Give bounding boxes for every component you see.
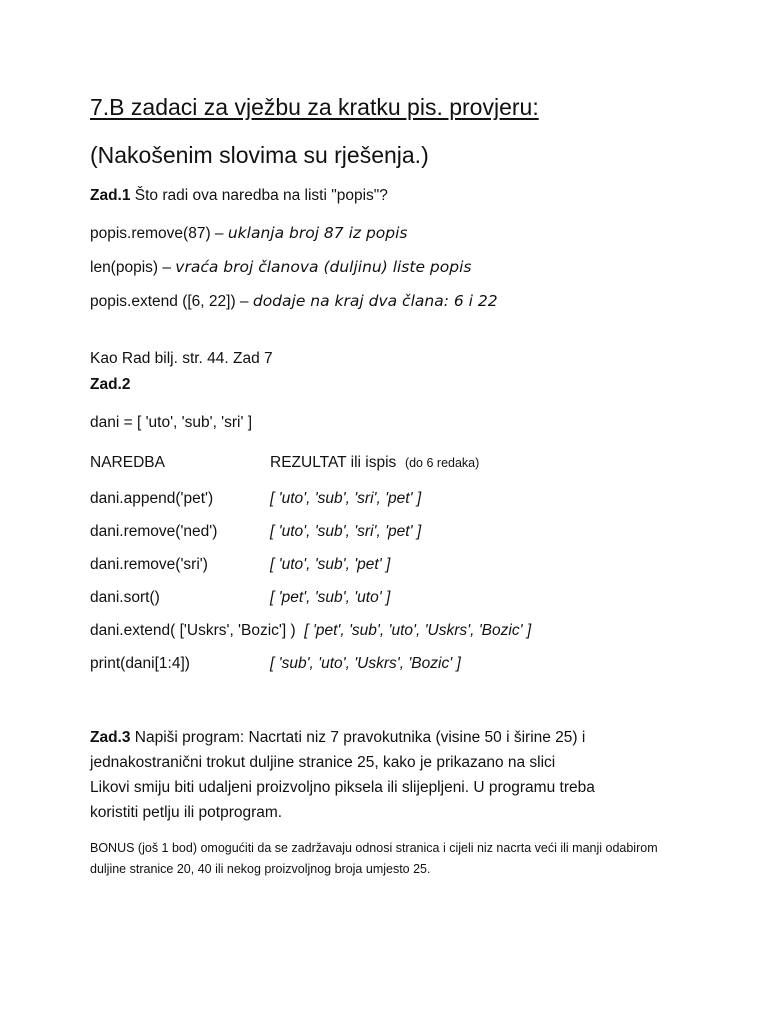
zad2-row-result: [ 'pet', 'sub', 'uto', 'Uskrs', 'Bozic' ] [304,622,532,639]
zad1-item-answer: vraća broj članova (duljinu) liste popis [175,258,472,276]
zad2-header-result-text: REZULTAT ili ispis [270,454,397,471]
zad3-paragraph [90,725,710,825]
zad3-label: Zad.3 [90,729,131,746]
zad3-line: Likovi smiju biti udaljeni proizvoljno piksela ili slijepljeni. U programu treba [90,779,595,796]
bonus-line: duljine stranice 20, 40 ili nekog proizvoljnog broja umjesto 25. [90,862,431,876]
document-page [90,0,750,1024]
bonus-note [90,838,710,880]
zad2-row-cmd: dani.extend( ['Uskrs', 'Bozic'] ) [90,622,296,639]
zad2-row-cmd: dani.remove('ned') [90,523,218,540]
zad3-line: jednakostranični trokut duljine stranice 25, kako je prikazano na slici [90,754,556,771]
zad1-item [90,258,471,277]
zad2-row [90,589,710,607]
zad1-item-answer: uklanja broj 87 iz popis [227,224,408,242]
zad1-item-cmd: popis.extend ([6, 22]) – [90,293,253,310]
zad1-item-cmd: len(popis) – [90,259,176,276]
zad3-line [90,725,710,750]
zad2-row [90,523,710,541]
zad1-item [90,224,408,243]
bonus-line: BONUS (još 1 bod) omogućiti da se zadržavaju odnosi stranica i cijeli niz nacrta veći ili manji odabirom [90,841,658,855]
zad2-header-note: (do 6 redaka) [404,456,480,470]
zad3-line: koristiti petlju ili potprogram. [90,804,283,821]
zad2-header [90,454,710,472]
zad1-item-answer: dodaje na kraj dva člana: 6 i 22 [252,292,498,310]
zad1-item [90,292,498,311]
zad2-row-cmd: dani.remove('sri') [90,556,208,573]
zad2-row-cmd: dani.append('pet') [90,490,214,507]
page-title: 7.B zadaci za vježbu za kratku pis. provjeru: [90,94,539,120]
zad2-header-result [270,454,479,472]
page-subtitle: (Nakošenim slovima su rješenja.) [90,142,429,168]
zad1-question-text: Što radi ova naredba na listi "popis"? [130,187,388,204]
zad2-header-cmd: NAREDBA [90,454,165,471]
zad1-label: Zad.1 [90,187,131,204]
zad3-line-text: Napiši program: Nacrtati niz 7 pravokutnika (visine 50 i širine 25) i [130,729,586,746]
zad2-row [90,556,710,574]
zad2-row-cmd: dani.sort() [90,589,160,606]
zad2-row [90,622,730,640]
zad2-row-result: [ 'sub', 'uto', 'Uskrs', 'Bozic' ] [270,655,461,672]
zad2-row-result: [ 'pet', 'sub', 'uto' ] [270,589,391,606]
zad2-row [90,490,710,508]
zad1-question [90,187,388,205]
zad1-item-cmd: popis.remove(87) – [90,225,228,242]
reference-note: Kao Rad bilj. str. 44. Zad 7 [90,350,273,367]
zad2-label: Zad.2 [90,376,131,393]
zad2-row [90,655,710,673]
zad2-row-result: [ 'uto', 'sub', 'sri', 'pet' ] [270,523,422,540]
zad2-row-cmd: print(dani[1:4]) [90,655,190,672]
zad2-init: dani = [ 'uto', 'sub', 'sri' ] [90,414,253,431]
zad2-row-result: [ 'uto', 'sub', 'sri', 'pet' ] [270,490,422,507]
zad2-row-result: [ 'uto', 'sub', 'pet' ] [270,556,391,573]
